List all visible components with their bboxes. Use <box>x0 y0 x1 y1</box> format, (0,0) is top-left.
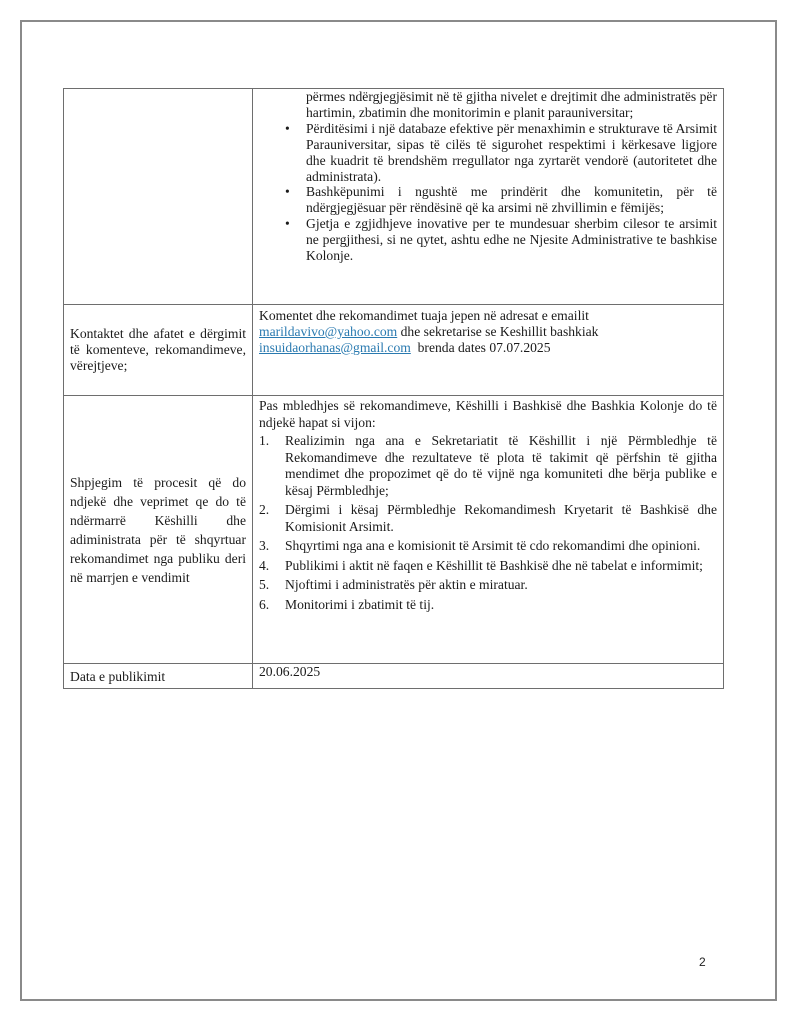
step-text: Dërgimi i kësaj Përmbledhje Rekomandimesh Kryetarit të Bashkisë dhe Komisionit Arsimit. <box>285 502 717 534</box>
row-label-empty <box>64 89 253 305</box>
step-number: 5. <box>259 577 270 592</box>
step-text: Njoftimi i administratës për aktin e miratuar. <box>285 577 528 592</box>
step-text: Publikimi i aktit në faqen e Këshillit të Bashkisë dhe në tabelat e informimit; <box>285 557 703 573</box>
list-item <box>285 216 717 264</box>
list-item <box>285 120 717 185</box>
table-row-contacts <box>64 305 724 396</box>
step-text: Shqyrtimi nga ana e komisionit të Arsimit të cdo rekomandimi dhe opinioni. <box>285 538 701 553</box>
process-label: Shpjegim të procesit që do ndjekë dhe veprimet qe do të ndërmarrë Këshilli dhe adiministrata për të shqyrtuar rekomandimet nga publiku deri në marrjen e vendimit <box>64 396 253 664</box>
publication-date-label: Data e publikimit <box>64 664 253 689</box>
objectives-continuation: përmes ndërgjegjësimit në të gjitha nivelet e drejtimit dhe administratës për hartimin, zbatimin dhe monitorimin e planit parauniversitar; <box>306 89 717 120</box>
process-step <box>259 577 717 594</box>
bullet-icon: • <box>285 184 290 200</box>
objectives-cell <box>253 89 724 305</box>
list-item-text: Gjetja e zgjidhjeve inovative per te mundesuar sherbim cilesor te arsimit ne pergjithesi, si ne qytet, ashtu edhe ne Njesite Administrative te bashkise Kolonje. <box>306 216 717 264</box>
process-steps <box>259 433 717 613</box>
bullet-icon: • <box>285 120 290 136</box>
email-link-marilda[interactable]: marildavivo@yahoo.com <box>259 323 398 339</box>
contacts-cell <box>253 305 724 396</box>
table-row-process <box>64 396 724 664</box>
contacts-label: Kontaktet dhe afatet e dërgimit të komenteve, rekomandimeve, vërejtjeve; <box>64 305 253 396</box>
step-number: 4. <box>259 557 270 573</box>
step-number: 2. <box>259 502 270 517</box>
step-number: 3. <box>259 538 270 553</box>
email-link-insuida[interactable]: insuidaorhanas@gmail.com <box>259 339 411 355</box>
bullet-icon: • <box>285 216 290 232</box>
contacts-deadline: brenda dates 07.07.2025 <box>410 339 551 355</box>
process-step <box>259 502 717 535</box>
process-step <box>259 596 717 614</box>
process-step <box>259 433 717 499</box>
table-row-objectives <box>64 89 724 305</box>
objectives-list <box>259 121 717 264</box>
process-step <box>259 557 717 575</box>
page-number: 2 <box>699 955 706 969</box>
list-item <box>285 184 717 216</box>
publication-date-value: 20.06.2025 <box>253 664 724 689</box>
process-intro: Pas mbledhjes së rekomandimeve, Këshilli i Bashkisë dhe Bashkia Kolonje do të ndjekë hapat si vijon: <box>259 398 717 430</box>
step-text: Realizimin nga ana e Sekretariatit të Këshillit i një Përmbledhje të Rekomandimeve dhe rezultateve të plota të takimit që përfshin të gjitha mendimet dhe propozimet që do të vijnë nga komuniteti dhe bërja publike e kësaj Përmbledhje; <box>285 433 717 498</box>
consultation-table <box>63 88 724 689</box>
process-step <box>259 538 717 555</box>
process-cell <box>253 396 724 664</box>
contacts-intro: Komentet dhe rekomandimet tuaja jepen në adresat e emailit <box>259 308 589 323</box>
step-number: 1. <box>259 433 270 448</box>
contacts-mid: dhe sekretarise se Keshillit bashkiak <box>397 323 599 339</box>
list-item-text: Bashkëpunimi i ngushtë me prindërit dhe komunitetin, për të ndërgjegjësuar për rëndësinë që ka arsimi në zhvillimin e fëmijës; <box>306 184 717 216</box>
step-text: Monitorimi i zbatimit të tij. <box>285 596 435 612</box>
step-number: 6. <box>259 596 270 612</box>
list-item-text: Përditësimi i një databaze efektive për menaxhimin e strukturave të Arsimit Parauniversitar, sipas të cilës të sigurohet respektimi i kërkesave ligjore dhe kuadrit të brendshëm rregullator nga zyrtarët vendorë (autoritetet dhe administrata). <box>306 120 717 184</box>
table-row-publication-date <box>64 664 724 689</box>
